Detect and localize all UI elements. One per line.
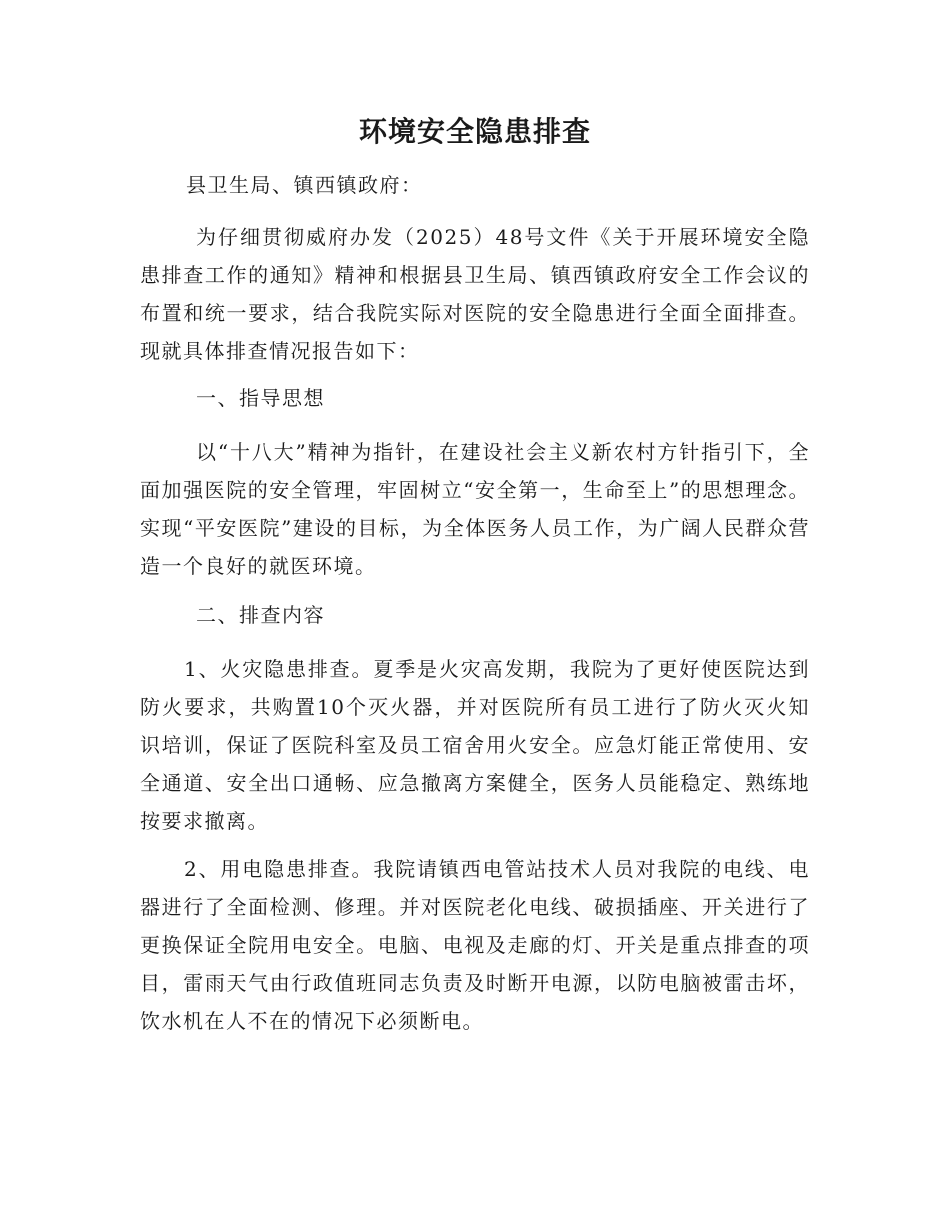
section-heading-inspection-content: 二、排查内容 (196, 603, 325, 627)
electrical-hazard-paragraph: 2、用电隐患排查。我院请镇西电管站技术人员对我院的电线、电器进行了全面检测、修理。并对医院老化电线、破损插座、开关进行了更换保证全院用电安全。电脑、电视及走廊的灯、开关是重点排查的项目，雷雨天气由行政值班同志负责及时断开电源，以防电脑被雷击坏，饮水机在人不在的情况下必须断电。 (140, 857, 810, 1033)
intro-paragraph: 为仔细贯彻威府办发（2025）48号文件《关于开展环境安全隐患排查工作的通知》精神和根据县卫生局、镇西镇政府安全工作会议的布置和统一要求，结合我院实际对医院的安全隐患进行全面全面排查。现就具体排查情况报告如下： (140, 225, 810, 363)
document-title: 环境安全隐患排查 (358, 115, 591, 148)
addressee-line: 县卫生局、镇西镇政府： (186, 173, 423, 197)
section-heading-guiding-thought: 一、指导思想 (196, 386, 325, 410)
guiding-thought-paragraph: 以“十八大”精神为指针，在建设社会主义新农村方针指引下，全面加强医院的安全管理，牢固树立“安全第一，生命至上”的思想理念。实现“平安医院”建设的目标，为全体医务人员工作，为广阔人民群众营造一个良好的就医环境。 (140, 440, 810, 578)
fire-hazard-paragraph: 1、火灾隐患排查。夏季是火灾高发期，我院为了更好使医院达到防火要求，共购置10个灭火器，并对医院所有员工进行了防火灭火知识培训，保证了医院科室及员工宿舍用火安全。应急灯能正常使用、安全通道、安全出口通畅、应急撤离方案健全，医务人员能稳定、熟练地按要求撤离。 (140, 657, 810, 833)
